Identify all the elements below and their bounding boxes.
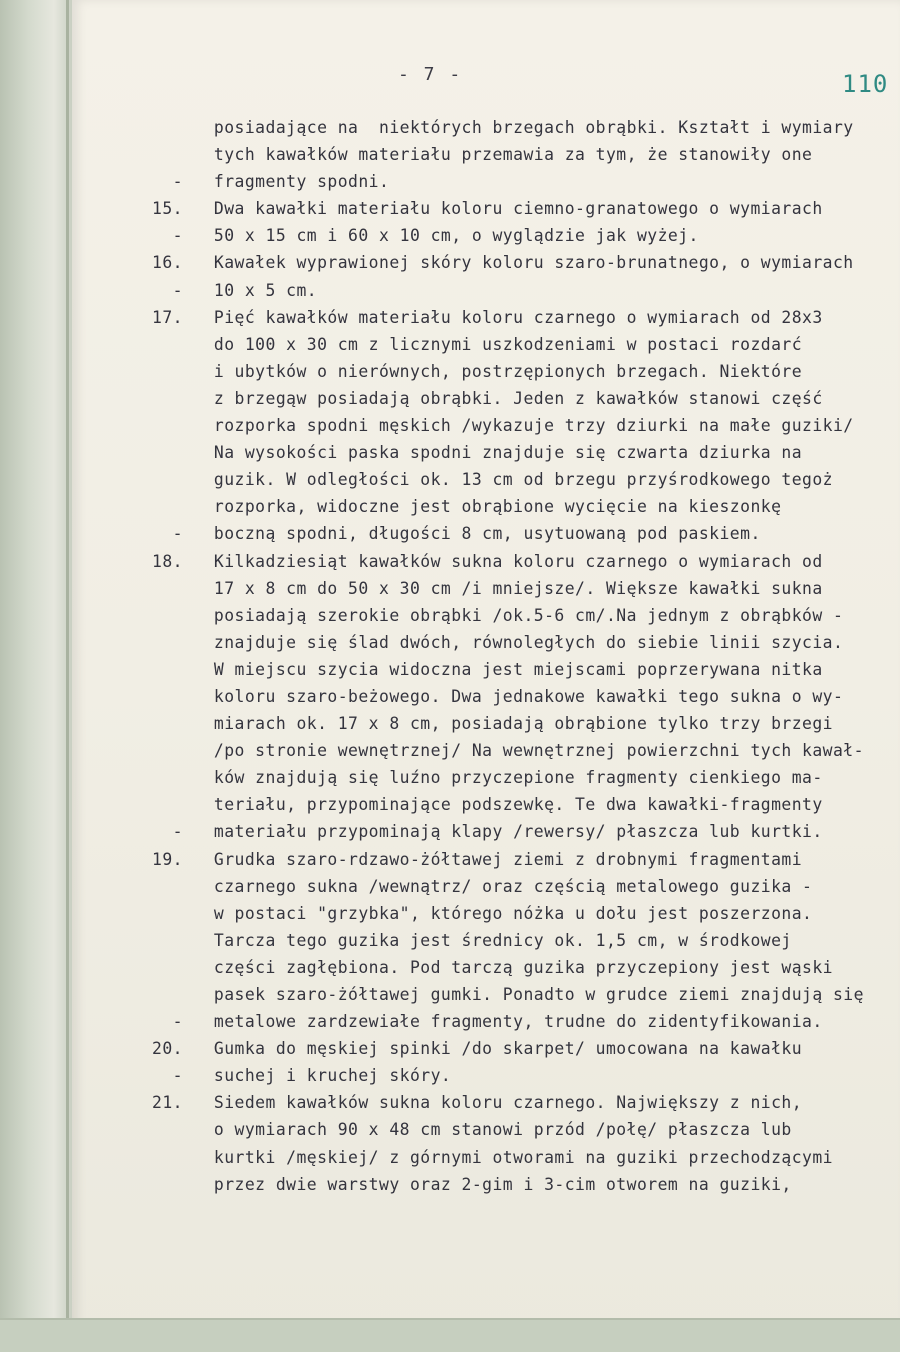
text-line: 17. Pięć kawałków materiału koloru czarnego o wymiarach od 28x3 [152,307,823,327]
binding-edge [66,0,69,1350]
text-line: przez dwie warstwy oraz 2-gim i 3-cim otworem na guziki, [152,1174,792,1194]
text-line: Tarcza tego guzika jest średnicy ok. 1,5 cm, w środkowej [152,930,792,950]
text-line: teriału, przypominające podszewkę. Te dwa kawałki-fragmenty [152,795,823,815]
text-line: i ubytków o nierównych, postrzępionych brzegach. Niektóre [152,361,803,381]
text-line: - boczną spodni, długości 8 cm, usytuowaną pod paskiem. [152,524,761,544]
text-line: miarach ok. 17 x 8 cm, posiadają obrąbione tylko trzy brzegi [152,714,833,734]
text-line: 18. Kilkadziesiąt kawałków sukna koloru czarnego o wymiarach od [152,551,823,571]
text-line: do 100 x 30 cm z licznymi uszkodzeniami w postaci rozdarć [152,334,803,354]
document-body-text [152,114,900,1198]
text-line: /po stronie wewnętrznej/ Na wewnętrznej powierzchni tych kawał- [152,741,864,761]
text-line: 19. Grudka szaro-rdzawo-żółtawej ziemi z drobnymi fragmentami [152,849,803,869]
text-line: W miejscu szycia widoczna jest miejscami poprzerywana nitka [152,659,823,679]
text-line: 20. Gumka do męskiej spinki /do skarpet/ umocowana na kawałku [152,1039,803,1059]
text-line: posiadają szerokie obrąbki /ok.5-6 cm/.Na jednym z obrąbków - [152,605,844,625]
text-line: - materiału przypominają klapy /rewersy/ płaszcza lub kurtki. [152,822,823,842]
text-line: posiadające na niektórych brzegach obrąbki. Kształt i wymiary [152,118,854,137]
text-line: kurtki /męskiej/ z górnymi otworami na guziki przechodzącymi [152,1147,833,1167]
text-line: rozporka spodni męskich /wykazuje trzy dziurki na małe guziki/ [152,416,854,436]
archive-folio-number: 110 [842,70,889,98]
text-line: 17 x 8 cm do 50 x 30 cm /i mniejsze/. Większe kawałki sukna [152,578,823,598]
text-line: ków znajdują się luźno przyczepione fragmenty cienkiego ma- [152,768,823,788]
text-line: znajduje się ślad dwóch, równoległych do siebie linii szycia. [152,632,844,652]
text-line: - metalowe zardzewiałe fragmenty, trudne do zidentyfikowania. [152,1012,823,1032]
text-line: 15. Dwa kawałki materiału koloru ciemno-granatowego o wymiarach [152,199,823,219]
binding-margin [0,0,72,1350]
text-line: - fragmenty spodni. [152,172,390,192]
page-bottom-edge [0,1318,900,1352]
text-line: - 10 x 5 cm. [152,280,318,300]
text-line: o wymiarach 90 x 48 cm stanowi przód /połę/ płaszcza lub [152,1120,792,1140]
text-line: - 50 x 15 cm i 60 x 10 cm, o wyglądzie jak wyżej. [152,226,699,246]
text-line: - suchej i kruchej skóry. [152,1066,452,1086]
text-line: rozporka, widoczne jest obrąbione wycięcie na kieszonkę [152,497,782,517]
text-line: tych kawałków materiału przemawia za tym, że stanowiły one [152,145,813,165]
text-line: części zagłębiona. Pod tarczą guzika przyczepiony jest wąski [152,957,833,977]
text-line: z brzegąw posiadają obrąbki. Jeden z kawałków stanowi część [152,388,823,408]
text-line: guzik. W odległości ok. 13 cm od brzegu przyśrodkowego tegoż [152,470,833,490]
text-line: koloru szaro-beżowego. Dwa jednakowe kawałki tego sukna o wy- [152,686,844,706]
text-line: 16. Kawałek wyprawionej skóry koloru szaro-brunatnego, o wymiarach [152,253,854,273]
text-line: Na wysokości paska spodni znajduje się czwarta dziurka na [152,443,803,463]
text-line: 21. Siedem kawałków sukna koloru czarnego. Największy z nich, [152,1093,803,1113]
page-number: - 7 - [398,64,463,85]
text-line: w postaci "grzybka", którego nóżka u dołu jest poszerzona. [152,903,813,923]
text-line: pasek szaro-żółtawej gumki. Ponadto w grudce ziemi znajdują się [152,985,864,1004]
text-line: czarnego sukna /wewnątrz/ oraz częścią metalowego guzika - [152,876,813,896]
